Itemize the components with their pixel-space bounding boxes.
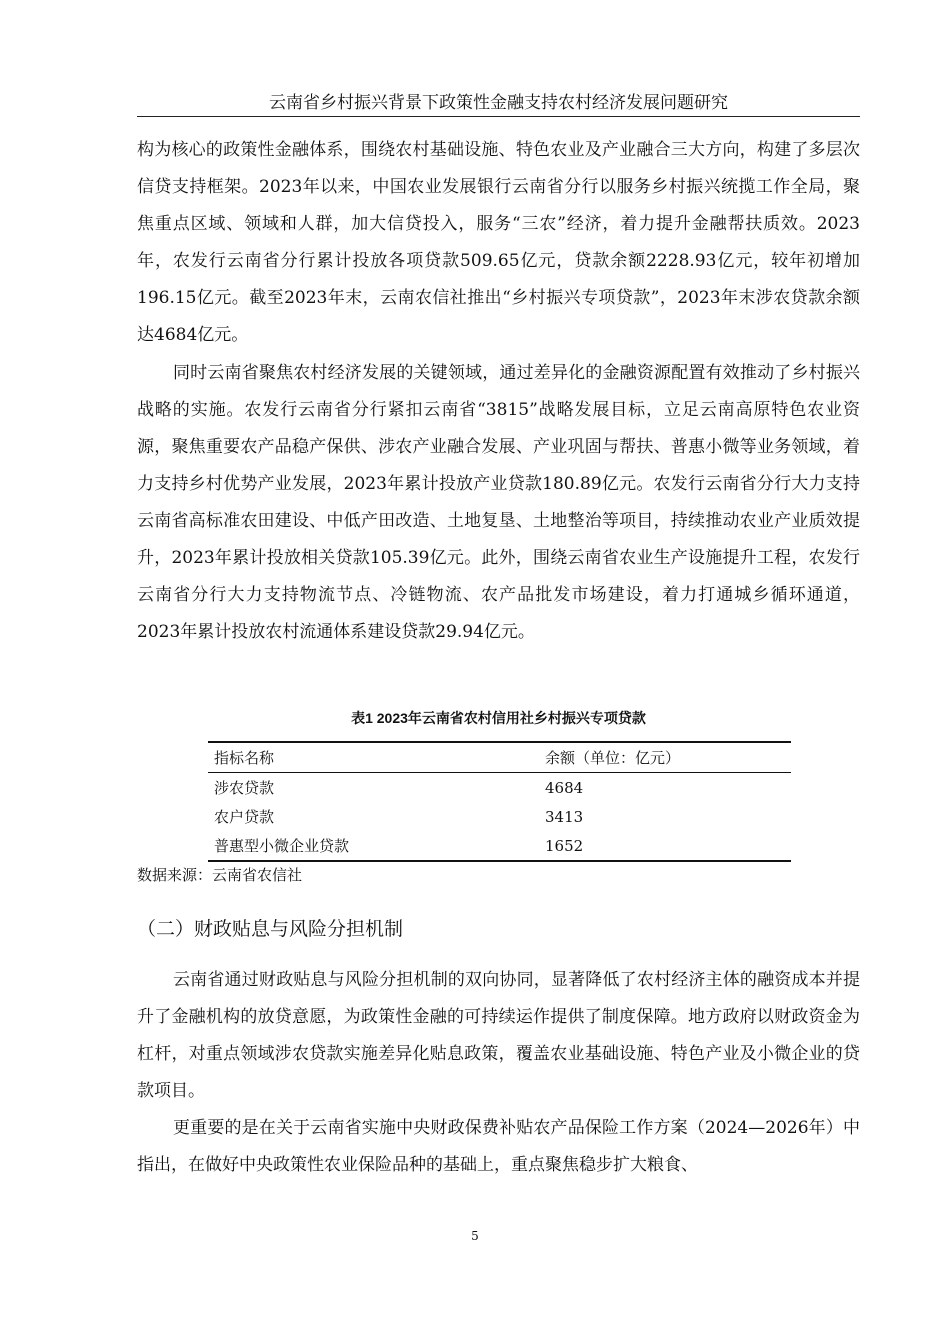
table-row <box>208 773 791 803</box>
header-rule <box>137 116 860 117</box>
table-cell: 4684 <box>545 778 584 797</box>
paragraph: 同时云南省聚焦农村经济发展的关键领域，通过差异化的金融资源配置有效推动了乡村振兴战略的实施。农发行云南省分行紧扣云南省“3815”战略发展目标，立足云南高原特色农业资源，聚焦重要农产品稳产保供、涉农产业融合发展、产业巩固与帮扶、普惠小微等业务领域，着力支持乡村优势产业发展，2023年累计投放产业贷款180.89亿元。农发行云南省分行大力支持云南省高标准农田建设、中低产田改造、土地复垦、土地整治等项目，持续推动农业产业质效提升，2023年累计投放相关贷款105.39亿元。此外，围绕云南省农业生产设施提升工程，农发行云南省分行大力支持物流节点、冷链物流、农产品批发市场建设，着力打通城乡循环通道，2023年累计投放农村流通体系建设贷款29.94亿元。 <box>137 363 860 642</box>
table-source-note: 数据来源：云南省农信社 <box>137 866 303 884</box>
body-text-middle <box>137 355 860 651</box>
table-row <box>208 831 791 861</box>
loan-table <box>208 741 791 862</box>
running-header: 云南省乡村振兴背景下政策性金融支持农村经济发展问题研究 <box>269 93 728 113</box>
paragraph: 更重要的是在关于云南省实施中央财政保费补贴农产品保险工作方案（2024—2026年）中指出，在做好中央政策性农业保险品种的基础上，重点聚焦稳步扩大粮食、 <box>137 1118 860 1175</box>
column-header: 余额（单位：亿元） <box>545 749 681 767</box>
body-text-bottom <box>137 962 860 1184</box>
table-cell: 1652 <box>545 836 584 855</box>
table-cell: 普惠型小微企业贷款 <box>214 837 350 855</box>
body-text-top <box>137 132 860 354</box>
table-cell: 3413 <box>545 807 584 826</box>
table-cell: 农户贷款 <box>214 808 275 826</box>
table-row <box>208 802 791 831</box>
table-header-row <box>208 742 791 773</box>
paragraph: 构为核心的政策性金融体系，围绕农村基础设施、特色农业及产业融合三大方向，构建了多层次信贷支持框架。2023年以来，中国农业发展银行云南省分行以服务乡村振兴统揽工作全局，聚焦重点区域、领域和人群，加大信贷投入，服务“三农”经济，着力提升金融帮扶质效。2023年，农发行云南省分行累计投放各项贷款509.65亿元，贷款余额2228.93亿元，较年初增加196.15亿元。截至2023年末，云南农信社推出“乡村振兴专项贷款”，2023年末涉农贷款余额达4684亿元。 <box>137 140 860 345</box>
section-heading: （二）财政贴息与风险分担机制 <box>137 918 404 940</box>
table-cell: 涉农贷款 <box>214 779 275 797</box>
table-caption: 表1 2023年云南省农村信用社乡村振兴专项贷款 <box>351 710 646 726</box>
column-header: 指标名称 <box>214 749 275 767</box>
paragraph: 云南省通过财政贴息与风险分担机制的双向协同，显著降低了农村经济主体的融资成本并提升了金融机构的放贷意愿，为政策性金融的可持续运作提供了制度保障。地方政府以财政资金为杠杆，对重点领域涉农贷款实施差异化贴息政策，覆盖农业基础设施、特色产业及小微企业的贷款项目。 <box>137 970 860 1101</box>
page-number: 5 <box>471 1229 479 1243</box>
